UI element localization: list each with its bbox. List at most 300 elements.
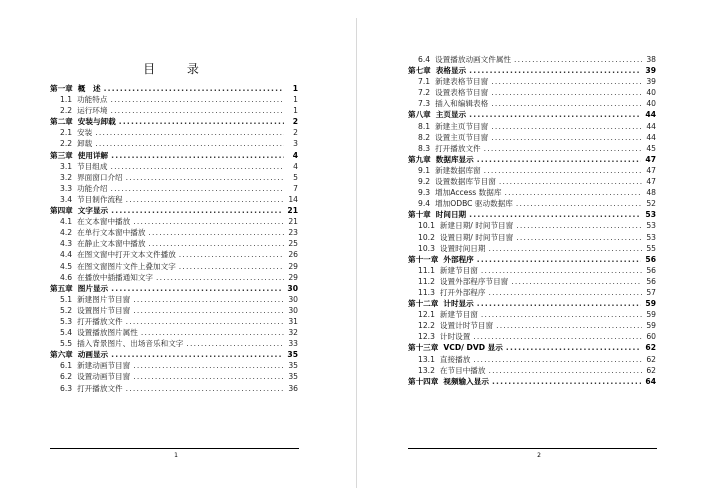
toc-entry-label: 设置计时节目窗 — [439, 321, 494, 331]
toc-entry-number: 第十二章 — [408, 299, 439, 309]
toc-leader-dots — [111, 150, 284, 161]
toc-page-number: 26 — [288, 250, 298, 260]
toc-chapter-entry[interactable] — [408, 342, 656, 353]
toc-entry-number: 第九章 — [408, 154, 431, 164]
toc-page-number: 39 — [646, 77, 656, 87]
toc-leader-dots — [488, 243, 642, 254]
toc-section-entry[interactable] — [408, 287, 656, 298]
toc-entry-number: 3.2 — [60, 172, 73, 182]
toc-section-entry[interactable] — [408, 320, 656, 331]
toc-page-number: 52 — [646, 199, 656, 209]
toc-page-number: 4 — [293, 161, 298, 171]
toc-section-entry[interactable] — [408, 220, 656, 231]
toc-entry-label: VCD/ DVD 显示 — [443, 343, 503, 353]
toc-entry-number: 2.2 — [60, 106, 73, 116]
toc-entry-number: 1.1 — [60, 95, 73, 105]
toc-page-number: 32 — [288, 328, 298, 338]
toc-leader-dots — [484, 165, 642, 176]
toc-right-page — [357, 0, 713, 504]
toc-section-entry[interactable] — [50, 327, 298, 338]
toc-entry-number: 10.2 — [418, 232, 435, 242]
toc-section-entry[interactable] — [50, 94, 298, 105]
toc-section-entry[interactable] — [50, 272, 298, 283]
toc-entry-label: 功能介绍 — [77, 183, 108, 193]
toc-leader-dots — [491, 87, 642, 98]
toc-leader-dots — [133, 371, 284, 382]
toc-entry-title — [418, 187, 501, 198]
toc-entry-title — [60, 383, 123, 394]
toc-entry-number: 13.1 — [418, 354, 435, 364]
toc-section-entry[interactable] — [50, 294, 298, 305]
toc-entry-title — [50, 83, 101, 94]
toc-section-entry[interactable] — [408, 76, 656, 87]
toc-page-number: 33 — [288, 339, 298, 349]
toc-entry-label: 主页显示 — [435, 110, 467, 120]
toc-chapter-entry[interactable] — [408, 376, 656, 387]
toc-section-entry[interactable] — [408, 309, 656, 320]
toc-entry-label: 设置播放动画文件属性 — [435, 55, 512, 64]
toc-page-number: 29 — [288, 272, 298, 282]
toc-entry-title — [60, 161, 107, 172]
toc-entry-number: 6.2 — [60, 372, 73, 382]
toc-entry-label: 新建图片节目窗 — [77, 294, 131, 304]
toc-entry-label: 设置表格节目窗 — [435, 88, 489, 98]
toc-entry-label: 计时设置 — [439, 332, 471, 342]
toc-entry-label: 新建节目窗 — [439, 310, 478, 320]
toc-leader-dots — [110, 161, 284, 172]
toc-leader-dots — [488, 365, 642, 376]
toc-leader-dots — [126, 194, 284, 205]
toc-section-entry[interactable] — [50, 249, 298, 260]
toc-entry-number: 7.1 — [418, 77, 431, 87]
toc-leader-dots — [133, 216, 284, 227]
toc-leader-dots — [491, 98, 642, 109]
toc-entry-number: 4.5 — [60, 261, 73, 271]
toc-entry-title — [60, 294, 130, 305]
toc-page-number: 1 — [293, 95, 298, 105]
toc-leader-dots — [492, 376, 641, 387]
toc-leader-dots — [95, 138, 284, 149]
toc-entry-label: 打开播放文件 — [77, 383, 123, 393]
toc-entry-title — [418, 87, 488, 98]
toc-leader-dots — [110, 94, 284, 105]
toc-page-number: 39 — [645, 66, 656, 76]
toc-entry-label: 新建日期/ 时间节目窗 — [439, 221, 514, 231]
toc-entry-label: 设置数据库节目窗 — [435, 177, 496, 187]
toc-entry-label: 在节目中播放 — [439, 365, 486, 375]
toc-entry-number: 9.4 — [418, 199, 431, 209]
toc-chapter-entry[interactable] — [50, 349, 298, 360]
toc-entry-label: 计时显示 — [443, 299, 474, 309]
toc-entry-number: 5.4 — [60, 328, 73, 338]
toc-entry-title — [408, 109, 466, 120]
toc-page-number: 30 — [288, 294, 298, 304]
toc-page-number: 55 — [646, 243, 656, 253]
toc-section-entry[interactable] — [50, 194, 298, 205]
toc-section-entry[interactable] — [50, 316, 298, 327]
toc-entry-number: 9.3 — [418, 188, 431, 198]
toc-leader-dots — [111, 349, 283, 360]
toc-entry-label: 在单行文本窗中播放 — [77, 228, 146, 238]
toc-page-number: 53 — [645, 210, 656, 220]
toc-entry-label: 打开播放文件 — [77, 316, 123, 326]
toc-entry-number: 8.3 — [418, 143, 431, 153]
toc-entry-title — [50, 205, 108, 216]
toc-chapter-entry[interactable] — [50, 116, 298, 127]
toc-section-entry[interactable] — [408, 98, 656, 109]
toc-page-number: 40 — [646, 88, 656, 98]
toc-page-number: 29 — [288, 261, 298, 271]
toc-section-entry[interactable] — [50, 227, 298, 238]
toc-entry-title — [418, 220, 513, 231]
toc-chapter-entry[interactable] — [408, 65, 656, 76]
toc-section-entry[interactable] — [408, 365, 656, 376]
toc-entry-label: 新建表格节目窗 — [435, 77, 489, 87]
toc-section-entry[interactable] — [50, 105, 298, 116]
toc-page-number: 5 — [293, 172, 298, 182]
toc-entry-label: 设置外部程序节目窗 — [439, 276, 509, 286]
toc-entry-number: 5.5 — [60, 339, 73, 349]
toc-entry-title — [60, 227, 145, 238]
toc-entry-number: 6.4 — [418, 55, 431, 64]
toc-entry-number: 6.1 — [60, 361, 73, 371]
toc-entry-number: 9.1 — [418, 165, 431, 175]
toc-leader-dots — [506, 342, 642, 353]
toc-entry-title — [418, 54, 511, 65]
toc-leader-dots — [133, 305, 284, 316]
page-title: 目 录 — [143, 62, 213, 76]
toc-entry-number: 3.1 — [60, 161, 73, 171]
toc-page-number: 2 — [292, 117, 298, 127]
toc-page-number: 62 — [646, 365, 656, 375]
toc-section-entry[interactable] — [408, 243, 656, 254]
toc-entry-title — [418, 143, 481, 154]
toc-leader-dots — [141, 327, 284, 338]
toc-entry-number: 2.2 — [60, 139, 73, 149]
toc-entry-number: 第七章 — [408, 66, 431, 76]
toc-entry-label: 在静止文本窗中播放 — [77, 239, 146, 249]
toc-entry-title — [408, 209, 466, 220]
toc-entry-title — [60, 272, 153, 283]
toc-page-number: 35 — [288, 361, 298, 371]
toc-entry-title — [60, 172, 123, 183]
toc-entry-label: 界面窗口介绍 — [77, 172, 123, 182]
toc-entry-title — [418, 243, 485, 254]
toc-entry-number: 第三章 — [50, 150, 73, 160]
toc-leader-dots — [126, 172, 284, 183]
toc-chapter-entry[interactable] — [408, 298, 656, 309]
toc-entry-title — [418, 309, 478, 320]
toc-entry-number: 第十三章 — [408, 343, 439, 353]
toc-leader-dots — [179, 261, 284, 272]
toc-entry-label: 设置时间日期 — [439, 243, 486, 253]
toc-section-entry[interactable] — [408, 165, 656, 176]
toc-entry-title — [408, 342, 503, 353]
toc-entry-number: 4.6 — [60, 272, 73, 282]
toc-entry-label: 插入背景图片、出场音乐和文字 — [77, 339, 184, 349]
toc-page-number: 62 — [646, 354, 656, 364]
toc-entry-number: 2.1 — [60, 128, 73, 138]
toc-entry-label: 新建动画节目窗 — [77, 361, 131, 371]
toc-entry-number: 第六章 — [50, 350, 73, 360]
toc-page-number: 62 — [645, 343, 656, 353]
toc-entry-number: 7.3 — [418, 99, 431, 109]
toc-chapter-entry[interactable] — [50, 283, 298, 294]
page-number: 2 — [537, 452, 541, 459]
toc-leader-dots — [110, 105, 284, 116]
toc-page-number: 59 — [646, 321, 656, 331]
toc-page-number: 21 — [287, 206, 298, 216]
toc-entry-title — [418, 198, 513, 209]
toc-leader-dots — [148, 227, 284, 238]
toc-section-entry[interactable] — [408, 198, 656, 209]
toc-leader-dots — [104, 83, 284, 94]
toc-page-number: 45 — [646, 143, 656, 153]
toc-entry-number: 11.1 — [418, 265, 435, 275]
toc-entry-title — [50, 283, 108, 294]
toc-leader-dots — [179, 249, 284, 260]
toc-page-number: 53 — [646, 221, 656, 231]
toc-page-number: 38 — [646, 55, 656, 64]
toc-page-number: 47 — [645, 154, 656, 164]
toc-entry-number: 6.3 — [60, 383, 73, 393]
toc-entry-number: 第十一章 — [408, 254, 439, 264]
toc-entry-label: 功能特点 — [77, 95, 108, 105]
toc-page-number: 56 — [646, 265, 656, 275]
toc-entry-number: 4.1 — [60, 217, 73, 227]
toc-page-number: 35 — [287, 350, 298, 360]
toc-section-entry[interactable] — [50, 371, 298, 382]
toc-section-entry[interactable] — [408, 54, 656, 65]
toc-section-entry[interactable] — [408, 121, 656, 132]
toc-entry-title — [50, 150, 108, 161]
toc-entry-title — [60, 94, 107, 105]
toc-page-number: 44 — [645, 110, 656, 120]
toc-chapter-entry[interactable] — [50, 150, 298, 161]
toc-section-entry[interactable] — [50, 305, 298, 316]
toc-entry-label: 打开外部程序 — [439, 287, 486, 297]
toc-entry-title — [418, 165, 481, 176]
toc-section-entry[interactable] — [408, 176, 656, 187]
toc-leader-dots — [477, 154, 642, 165]
toc-section-entry[interactable] — [50, 261, 298, 272]
toc-entry-number: 4.4 — [60, 250, 73, 260]
toc-page-number: 59 — [646, 310, 656, 320]
toc-entry-label: 视频输入显示 — [443, 376, 489, 386]
toc-entry-title — [60, 371, 130, 382]
toc-entry-number: 5.3 — [60, 316, 73, 326]
toc-leader-dots — [481, 309, 642, 320]
toc-section-entry[interactable] — [408, 87, 656, 98]
toc-chapter-entry[interactable] — [408, 254, 656, 265]
toc-leader-dots — [95, 127, 284, 138]
footer-rule — [50, 448, 299, 449]
toc-leader-dots — [504, 187, 642, 198]
toc-chapter-entry[interactable] — [408, 209, 656, 220]
toc-page-number: 57 — [646, 287, 656, 297]
toc-entry-label: 增加Access 数据库 — [435, 188, 502, 198]
toc-entry-title — [50, 116, 116, 127]
toc-section-entry[interactable] — [50, 238, 298, 249]
toc-entry-number: 第十四章 — [408, 376, 439, 386]
toc-page-number: 30 — [287, 283, 298, 293]
toc-entry-label: 设置动画节目窗 — [77, 372, 131, 382]
toc-entry-title — [418, 287, 485, 298]
toc-page-number: 40 — [646, 99, 656, 109]
toc-entry-title — [60, 360, 130, 371]
toc-section-entry[interactable] — [50, 183, 298, 194]
toc-section-entry[interactable] — [408, 187, 656, 198]
toc-leader-dots — [110, 183, 284, 194]
toc-section-entry[interactable] — [408, 354, 656, 365]
toc-entry-label: 节目制作流程 — [77, 194, 123, 204]
toc-entry-title — [408, 254, 474, 265]
toc-chapter-entry[interactable] — [408, 109, 656, 120]
toc-entry-title — [418, 232, 513, 243]
toc-entry-number: 10.1 — [418, 221, 435, 231]
toc-leader-dots — [496, 320, 642, 331]
toc-section-entry[interactable] — [408, 276, 656, 287]
toc-section-entry[interactable] — [50, 360, 298, 371]
toc-page-number: 60 — [646, 332, 656, 342]
toc-entry-number: 12.1 — [418, 310, 435, 320]
toc-entry-number: 3.4 — [60, 194, 73, 204]
toc-entry-label: 数据库显示 — [435, 154, 474, 164]
toc-entry-title — [418, 320, 493, 331]
toc-entry-label: 卸载 — [77, 139, 93, 149]
toc-page-number: 56 — [645, 254, 656, 264]
toc-entry-label: 新建主页节目窗 — [435, 121, 489, 131]
toc-entry-label: 在文本窗中播放 — [77, 217, 131, 227]
toc-entry-number: 第八章 — [408, 110, 431, 120]
toc-entry-label: 安装 — [77, 128, 93, 138]
toc-entry-title — [418, 132, 488, 143]
toc-entry-label: 文字显示 — [77, 206, 109, 216]
toc-entry-title — [408, 298, 474, 309]
toc-leader-dots — [133, 294, 284, 305]
toc-leader-dots — [126, 316, 284, 327]
toc-entry-label: 在图文窗图片文件上叠加文字 — [77, 261, 176, 271]
toc-entry-title — [408, 154, 474, 165]
toc-section-entry[interactable] — [408, 265, 656, 276]
toc-entry-label: 外部程序 — [443, 254, 474, 264]
toc-entry-label: 设置主页节目窗 — [435, 132, 489, 142]
toc-entry-number: 8.2 — [418, 132, 431, 142]
toc-section-entry[interactable] — [408, 143, 656, 154]
toc-entry-label: 表格显示 — [435, 66, 467, 76]
toc-entry-title — [408, 376, 489, 387]
toc-page-number: 47 — [646, 177, 656, 187]
toc-entry-title — [50, 349, 108, 360]
toc-entry-title — [60, 138, 92, 149]
toc-chapter-entry[interactable] — [408, 154, 656, 165]
toc-section-entry[interactable] — [408, 132, 656, 143]
toc-entry-label: 在图文窗中打开文本文件播放 — [77, 250, 176, 260]
toc-entry-label: 时间日期 — [435, 210, 467, 220]
toc-entry-label: 动画显示 — [77, 350, 109, 360]
toc-entry-title — [60, 305, 130, 316]
toc-entry-title — [418, 365, 485, 376]
toc-entry-label: 设置图片节目窗 — [77, 305, 131, 315]
toc-page-number: 35 — [288, 372, 298, 382]
toc-leader-dots — [491, 132, 642, 143]
toc-entry-title — [60, 216, 130, 227]
toc-entry-title — [60, 261, 176, 272]
toc-entry-title — [418, 176, 496, 187]
toc-leader-dots — [126, 383, 284, 394]
toc-section-entry[interactable] — [50, 138, 298, 149]
toc-entry-label: 增加ODBC 驱动数据库 — [435, 199, 513, 209]
toc-entry-title — [60, 194, 123, 205]
toc-page-number: 64 — [645, 376, 656, 386]
toc-page-number: 48 — [646, 188, 656, 198]
toc-section-entry[interactable] — [408, 331, 656, 342]
toc-entry-label: 设置日期/ 时间节目窗 — [439, 232, 514, 242]
page-number: 1 — [174, 452, 178, 459]
toc-page-number: 25 — [288, 239, 298, 249]
toc-entry-title — [408, 65, 466, 76]
toc-entry-label: 插入和编辑表格 — [435, 99, 489, 109]
toc-entry-label: 安装与卸载 — [77, 117, 116, 127]
toc-entry-title — [418, 121, 488, 132]
toc-section-entry[interactable] — [50, 216, 298, 227]
toc-entry-title — [418, 265, 478, 276]
toc-leader-dots — [133, 360, 284, 371]
toc-leader-dots — [477, 254, 642, 265]
toc-page-number: 59 — [645, 299, 656, 309]
toc-leader-dots — [516, 198, 642, 209]
toc-entry-label: 运行环境 — [77, 106, 108, 116]
toc-chapter-entry[interactable] — [50, 205, 298, 216]
toc-leader-dots — [473, 354, 642, 365]
toc-entry-title — [60, 338, 183, 349]
toc-entry-label: 直接播放 — [439, 354, 471, 364]
toc-entry-title — [418, 331, 470, 342]
toc-page-number: 36 — [288, 383, 298, 393]
toc-section-entry[interactable] — [50, 127, 298, 138]
toc-entry-number: 11.2 — [418, 276, 435, 286]
toc-entry-label: 使用详解 — [77, 150, 109, 160]
toc-entry-label: 设置播放图片属性 — [77, 328, 138, 338]
toc-leader-dots — [491, 76, 642, 87]
toc-page-number: 56 — [646, 276, 656, 286]
toc-section-entry[interactable] — [408, 232, 656, 243]
toc-entry-number: 4.2 — [60, 228, 73, 238]
toc-entry-title — [418, 276, 508, 287]
toc-page-number: 14 — [288, 194, 298, 204]
toc-entry-label: 概 述 — [77, 84, 101, 93]
toc-section-entry[interactable] — [50, 172, 298, 183]
toc-page-number: 7 — [293, 183, 298, 193]
toc-leader-dots — [516, 232, 642, 243]
toc-entry-number: 5.1 — [60, 294, 73, 304]
toc-leader-dots — [119, 116, 284, 127]
toc-section-entry[interactable] — [50, 338, 298, 349]
toc-entry-title — [60, 327, 138, 338]
toc-entry-title — [60, 249, 176, 260]
toc-chapter-entry[interactable] — [50, 83, 298, 94]
toc-entry-label: 新建数据库窗 — [435, 165, 481, 175]
toc-section-entry[interactable] — [50, 161, 298, 172]
toc-entry-number: 10.3 — [418, 243, 435, 253]
toc-page-number: 1 — [292, 84, 298, 93]
toc-entry-title — [60, 238, 145, 249]
toc-page-number: 53 — [646, 232, 656, 242]
toc-section-entry[interactable] — [50, 383, 298, 394]
toc-entry-title — [60, 127, 92, 138]
toc-page-number: 3 — [293, 139, 298, 149]
footer-rule — [408, 448, 657, 449]
